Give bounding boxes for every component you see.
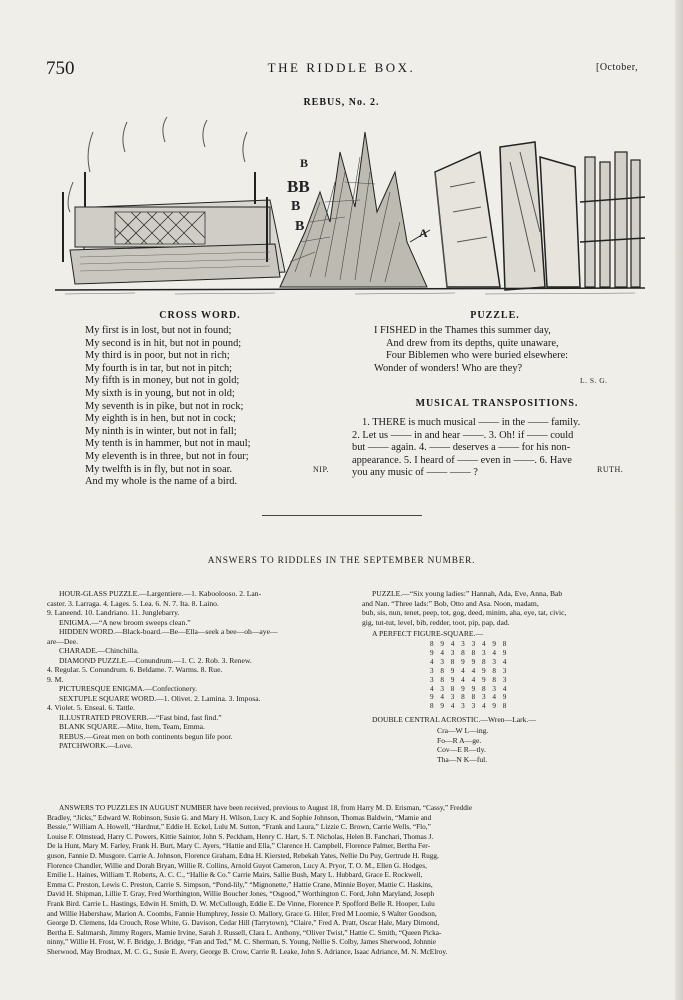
answer-line: bub, sis, nun, tenet, peep, tot, gog, deed, minim, aha, eye, tat, civic,: [362, 608, 567, 617]
poem-line: And drew from its depths, quite unaware,: [386, 337, 559, 349]
footer-line: David H. Shipman, Lillie T. Gray, Fred Worthington, Willie Boucher Jones, “Osgood,” Worthington C. Ford, John Maryland, Joseph: [47, 889, 435, 899]
cross-word-signature: NIP.: [313, 465, 330, 474]
answer-line: HIDDEN WORD.—Black-board.—Be—Ella—seek a bee—oh—aye—: [59, 627, 278, 636]
footer-line: guson, Fannie D. Musgore. Carrie A. Johnson, Florence Graham, Edna H. Kiersted, Rebekah Yates, Nellie Du Puy, Gertrude H. Rugg,: [47, 850, 439, 860]
answer-line: caster. 3. Larraga. 4. Lages. 5. Lea. 6. N. 7. Ita. 8. Laino.: [47, 598, 219, 608]
svg-text:A: A: [419, 226, 428, 240]
footer-line: Bessie,” William A. Howell, “Hardnut,” Eddie H. Eckel, Lulu M. Sutton, “Frank and Laura,” Lizzie C. Brown, Carrie Wells, “Flo,”: [47, 822, 431, 832]
poem-line: My eighth is in hen, but not in cock;: [85, 413, 236, 425]
answer-line: ILLUSTRATED PROVERB.—“Fast bind, fast find.”: [59, 712, 222, 722]
cross-word-title: CROSS WORD.: [159, 310, 241, 321]
answer-line: 9. Laneend. 10. Landriano. 11. Junglebarry.: [47, 608, 180, 617]
footer-line: Bertha E. Saltmarsh, Jimmy Rogers, Mamie Irvine, Sarah J. Russell, Clara L. Anthony, “Oliver Twist,” Hattie C. Smith, “Queen Picka-: [47, 927, 442, 937]
acrostic-title: DOUBLE CENTRAL ACROSTIC.—Wren—Lark.—: [372, 715, 536, 724]
acrostic: [437, 726, 488, 764]
poem-line: My sixth is in young, but not in old;: [85, 387, 235, 399]
footer-line: ANSWERS TO PUZZLES IN AUGUST NUMBER have been received, previous to August 18, from Harry M. D. Erisman, “Cassy,” Freddie: [59, 803, 473, 812]
figure-square-title: A PERFECT FIGURE-SQUARE.—: [372, 629, 484, 638]
figure-square-row: 9 4 3 8 8 3 4 9: [430, 693, 509, 702]
rebus-title: REBUS, No. 2.: [303, 97, 380, 108]
answer-line: PICTURESQUE ENIGMA.—Confectionery.: [59, 684, 198, 693]
answer-line: 9. M.: [47, 674, 64, 684]
answer-line: CHARADE.—Chinchilla.: [59, 646, 139, 655]
answer-line: BLANK SQUARE.—Mite, Item, Team, Emma.: [59, 722, 205, 731]
poem-line: My ninth is in winter, but not in fall;: [85, 425, 237, 437]
answer-line: SEXTUPLE SQUARE WORD.—1. Olivet. 2. Lamina. 3. Imposa.: [59, 693, 261, 703]
running-month: [October,: [596, 62, 639, 73]
figure-square-row: 3 8 9 4 4 9 8 3: [430, 666, 509, 675]
running-title: THE RIDDLE BOX.: [267, 60, 416, 75]
answer-line: PATCHWORK.—Love.: [59, 741, 133, 750]
figure-square-row: 3 8 9 4 4 9 8 3: [430, 675, 509, 684]
text-line: 1. THERE is much musical —— in the —— family.: [362, 417, 581, 428]
text-line: 2. Let us —— in and hear ——. 3. Oh! if —— could: [352, 429, 574, 441]
page-number: 750: [46, 58, 75, 79]
answer-line: 4. Regular. 5. Conundrum. 6. Beldame. 7. Warms. 8. Rue.: [47, 665, 223, 674]
answer-line: are—Dee.: [47, 636, 78, 646]
answer-line: 4. Violet. 5. Enseal. 6. Tattle.: [47, 703, 135, 712]
footer-line: ninny,” Willie H. Frost, W. F. Bridge, J. Bridge, “Fan and Ted,” M. C. Sherman, S. Young, Nellie S. Colby, James Sherwood, Johnnie: [47, 937, 436, 947]
footer-line: and Willie Habershaw, Marion A. Coombs, Fannie Humphrey, Jessie O. Mallory, Grace G. Hiler, Fred M Loomie, S Walter Goodson,: [47, 908, 437, 918]
cross-word-poem: [85, 325, 335, 489]
puzzle-poem: [374, 325, 644, 375]
answer-line: ENIGMA.—“A new broom sweeps clean.”: [59, 617, 191, 627]
answers-right-column: [362, 589, 644, 639]
poem-line: My third is in poor, but not in rich;: [85, 350, 230, 362]
text-line: you any music of —— —— ?: [352, 467, 478, 479]
answer-line: and Nan. “Three lads:” Bob, Otto and Asa. Noon, madam,: [362, 598, 539, 608]
answers-left-column: [47, 589, 345, 751]
poem-line: My first is in lost, but not in found;: [85, 325, 232, 336]
musical-signature: RUTH.: [597, 465, 624, 474]
puzzle-signature: L. S. G.: [580, 376, 608, 385]
footer-line: Emilie L. Haines, William T. Roberts, A. C. C., “Hallie & Co.” Carrie Mairs, Sallie Bush, Mary L. Hubbard, Grace E. Rockwell,: [47, 870, 423, 880]
answer-line: gig, tut-tut, level, bib, redder, toot, pip, pap, dad.: [362, 617, 510, 627]
figure-square: [430, 640, 509, 711]
acrostic-row: Tha—N K—ful.: [437, 754, 488, 764]
answers-title: ANSWERS TO RIDDLES IN THE SEPTEMBER NUMBER.: [207, 556, 476, 566]
footer-line: Frank Bird. Carrie L. Hastings, Edwin H. Smith, D. W. McCullough, Eddie E. De Vinne, Florence P. Spofford Belle R. Hooper, Lulu: [47, 898, 435, 908]
acrostic-row: Cov—E R—tly.: [437, 745, 486, 754]
answer-line: HOUR-GLASS PUZZLE.—Largentiere.—1. Kaboolooso. 2. Lan-: [59, 589, 262, 598]
page-edge: [675, 0, 683, 1000]
poem-line: My eleventh is in three, but not in four;: [85, 450, 249, 462]
svg-text:B: B: [295, 219, 305, 234]
acrostic-row: Cra—W L—ing.: [437, 726, 489, 735]
figure-square-row: 4 3 8 9 9 8 3 4: [430, 684, 509, 693]
footer-line: Florence Chandler, Willie and Dorah Bryan, Willie R. Collins, Arnold Guyot Cameron, Lucy A. Pryor, T. O. M., Ellen G. Hodges,: [47, 860, 427, 870]
answer-line: PUZZLE.—“Six young ladies:” Hannah, Ada, Eve, Anna, Bab: [372, 589, 563, 598]
figure-square-row: 8 9 4 3 3 4 9 8: [430, 702, 509, 711]
poem-line: My tenth is in hammer, but not in maul;: [85, 438, 251, 450]
poem-line: My second is in hit, but not in pound;: [85, 337, 242, 349]
poem-line: Four Biblemen who were buried elsewhere:: [386, 350, 569, 362]
poem-line: Wonder of wonders! Who are they?: [374, 362, 523, 374]
answer-line: DIAMOND PUZZLE.—Conundrum.—1. C. 2. Rob. 3. Renew.: [59, 655, 252, 665]
answer-line: REBUS.—Great men on both continents begun life poor.: [59, 731, 233, 741]
poem-line: My twelfth is in fly, but not in soar.: [85, 463, 233, 475]
figure-square-row: 4 3 8 9 9 8 3 4: [430, 657, 509, 666]
footer-line: Louise F. Olmstead, Harry C. Powers, Kittie Saintor, John S. Peckham, Henry C. Hart, S. T. Nicholas, Helen B. Fanchari, Thomas J.: [47, 831, 434, 841]
poem-line: And my whole is the name of a bird.: [85, 476, 238, 488]
poem-line: I FISHED in the Thames this summer day,: [374, 325, 551, 336]
svg-text:B: B: [300, 156, 309, 170]
footer-acknowledgements: [47, 803, 643, 957]
puzzle-title: PUZZLE.: [470, 310, 520, 321]
divider: [262, 515, 422, 516]
footer-line: Emma C. Preston, Lewis C. Preston, Carrie S. Simpson, “Pond-lily,” “Mignonette,” Hattie Crane, Minnie Boyer, Mattie C. Haskins,: [47, 879, 433, 889]
acrostic-row: Fo—R A—ge.: [437, 735, 482, 745]
text-line: but —— again. 4. —— deserves a —— for his non-: [352, 442, 571, 454]
figure-square-row: 9 4 3 8 8 3 4 9: [430, 648, 509, 657]
poem-line: My fifth is in money, but not in gold;: [85, 375, 240, 387]
footer-line: Bradley, “Jicks,” Edward W. Robinson, Susie G. and Mary H. Wilson, Lucy K. and Sophie Johnson, Thomas Baldwin, “Mamie and: [47, 812, 432, 822]
rebus-illustration: [55, 112, 645, 297]
figure-square-row: 8 9 4 3 3 4 9 8: [430, 640, 509, 648]
svg-text:BB: BB: [287, 177, 310, 196]
poem-line: My seventh is in pike, but not in rock;: [85, 400, 244, 412]
footer-line: George D. Clemens, Ida Crouch, Rose White, G. Davison, Cedar Hill (Tarrytown), “Claire,” Fred A. Pratt, Oscar Hale, Mary Dimond,: [47, 918, 440, 928]
footer-line: De la Hunt, Mary M. Farley, Frank H. Burt, Mary C. Ayers, “Hattie and Ella,” Clarence H. Campbell, Florence Palmer, Bertha Fer-: [47, 841, 431, 851]
footer-line: Sherwood, May Brodnax, M. C. G., Susie E. Avery, George B. Crow, Carrie R. Leake, John S. Adriance, Isaac Adriance, M. N. McElroy.: [47, 946, 448, 956]
musical-title: MUSICAL TRANSPOSITIONS.: [415, 398, 579, 409]
svg-text:B: B: [291, 199, 301, 214]
poem-line: My fourth is in tar, but not in pitch;: [85, 362, 233, 374]
text-line: appearance. 5. I heard of —— even in ——. 6. Have: [352, 454, 572, 466]
